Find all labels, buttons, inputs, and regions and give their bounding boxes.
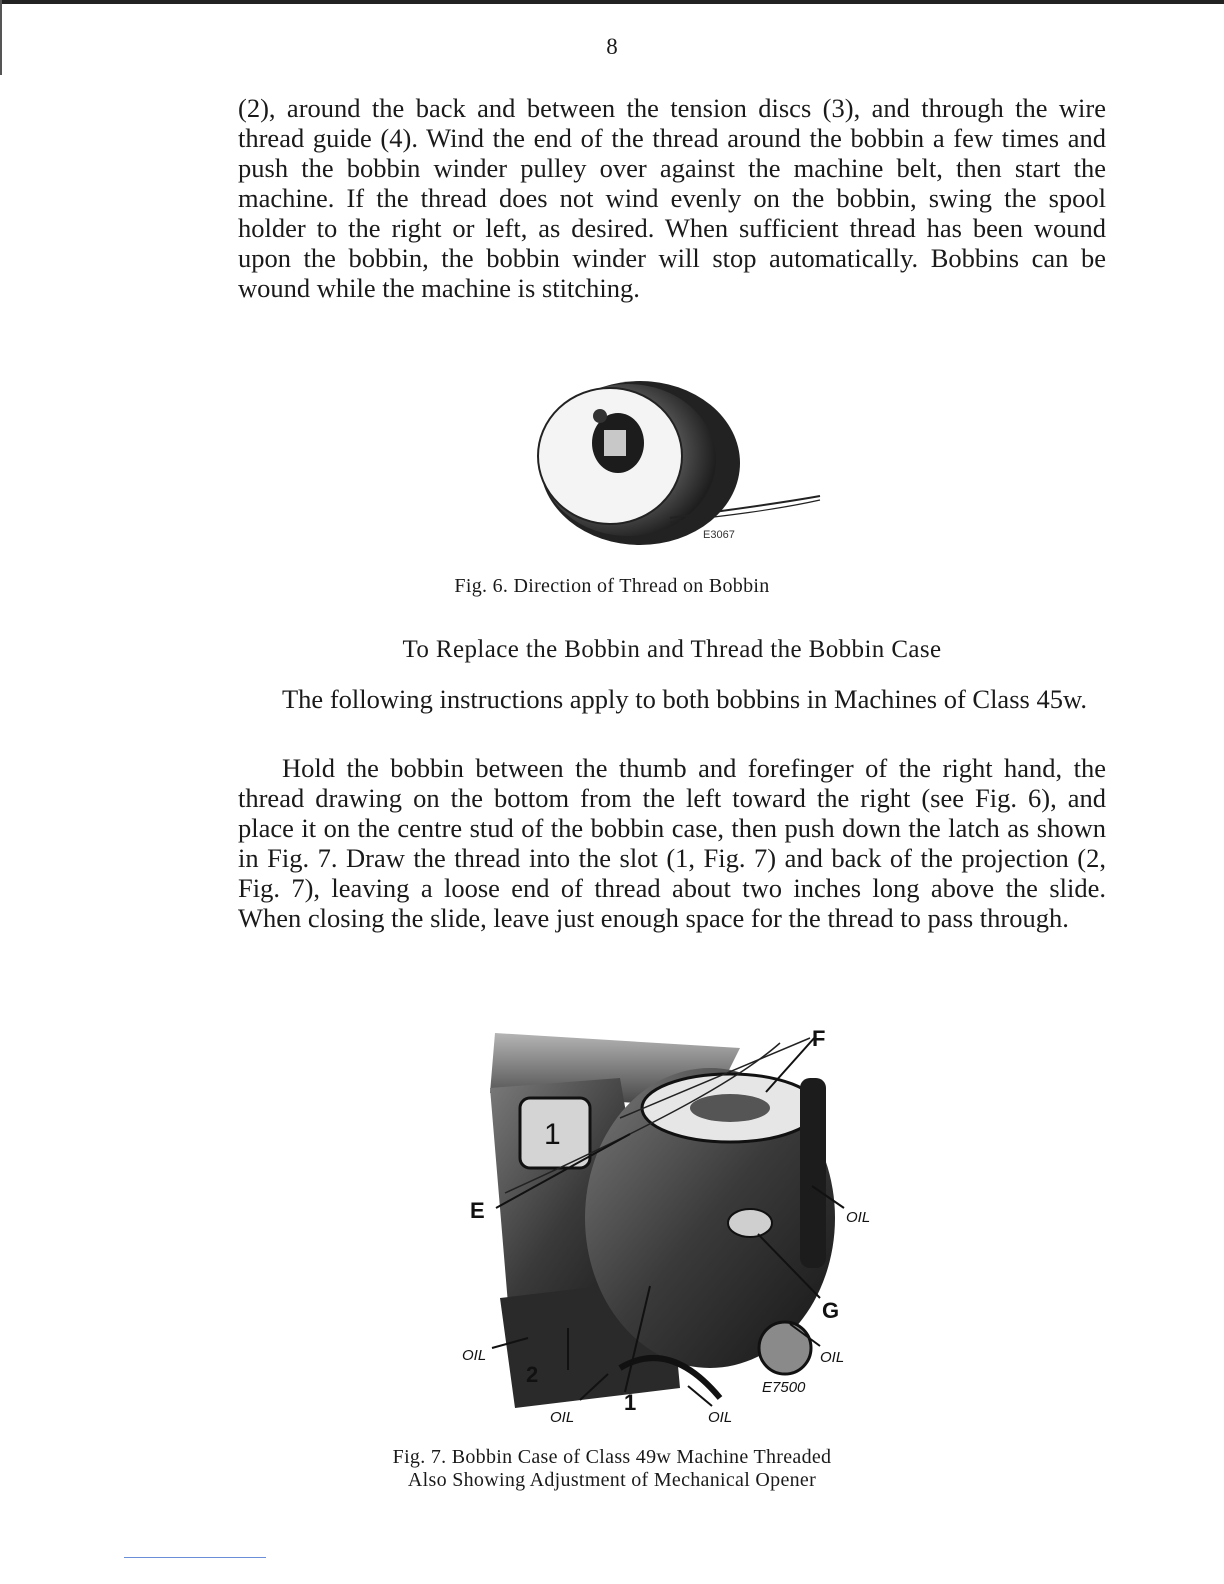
bobbin-small-hole: [593, 409, 607, 423]
bobbin-case-side-guard: [800, 1078, 826, 1268]
paragraph-replace-bobbin: Hold the bobbin between the thumb and forefinger of the right hand, the thread drawing on the bottom from the left toward the right (see Fig. 6), and place it on the centre stud of the bobbin case, then push down the latch as shown in Fig. 7. Draw the thread into the slot (1, Fig. 7) and back of the projection (2, Fig. 7), leaving a loose end of thread about two inches long above the slide. When closing the slide, leave just enough space for the thread to pass through.: [238, 753, 1106, 933]
label-oil-lower-right: OIL: [820, 1349, 845, 1366]
label-oil-left: OIL: [462, 1347, 487, 1364]
figure-6-code: E3067: [703, 529, 735, 541]
opener-screw: [759, 1322, 811, 1374]
paragraph-class-note: The following instructions apply to both bobbins in Machines of Class 45w.: [282, 684, 1087, 714]
figure-6-caption: Fig. 6. Direction of Thread on Bobbin: [454, 575, 770, 597]
bobbin-case-stud: [690, 1094, 770, 1122]
label-oil-bottom-right: OIL: [708, 1409, 733, 1426]
top-rule: [0, 0, 1224, 4]
figure-7-caption-line-2: Also Showing Adjustment of Mechanical Opener: [407, 1469, 817, 1491]
figure-7-code: E7500: [762, 1379, 806, 1396]
figure-6-bobbin-illustration: [520, 368, 830, 553]
paragraph-bobbin-winding: (2), around the back and between the tension discs (3), and through the wire thread guide (4). Wind the end of the thread around the bobbin a few times and push the bobbin winder pulley over against the machine belt, then start the machine. If the thread does not wind evenly on the bobbin, swing the spool holder to the right or left, as desired. When sufficient thread has been wound upon the bobbin, the bobbin winder will stop automatically. Bobbins can be wound while the machine is stitching.: [238, 93, 1106, 303]
label-1: 1: [624, 1390, 637, 1415]
figure-7-bobbin-case-illustration: [440, 1008, 900, 1428]
section-heading: To Replace the Bobbin and Thread the Bobbin Case: [402, 636, 942, 663]
adjustment-screw: [728, 1209, 772, 1237]
label-F: F: [812, 1026, 826, 1051]
page-number: 8: [606, 34, 618, 59]
label-E: E: [470, 1198, 485, 1223]
label-2: 2: [526, 1362, 539, 1387]
figure-7-caption-line-1: Fig. 7. Bobbin Case of Class 49w Machine Threaded: [392, 1446, 832, 1468]
bottom-rule: [124, 1557, 266, 1558]
label-G: G: [822, 1298, 840, 1323]
label-oil-right: OIL: [846, 1209, 871, 1226]
label-oil-bottom: OIL: [550, 1409, 575, 1426]
slide-plate-mark: 1: [544, 1118, 561, 1151]
bobbin-hub: [604, 430, 626, 456]
